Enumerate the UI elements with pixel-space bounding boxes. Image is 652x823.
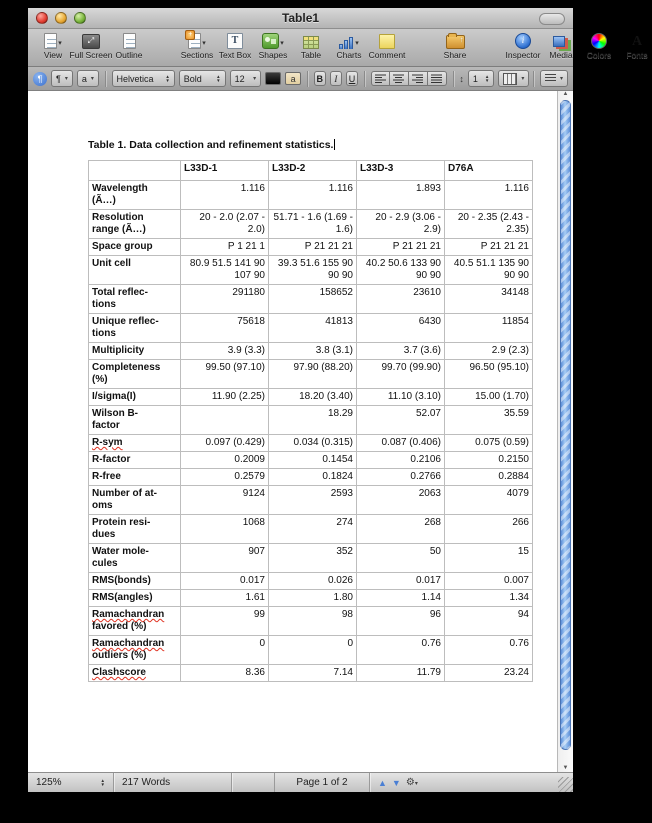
- table-cell[interactable]: 268: [357, 515, 445, 544]
- divider: [105, 71, 106, 87]
- view-button[interactable]: ▾ View: [38, 31, 68, 60]
- table-cell[interactable]: 3.7 (3.6): [357, 343, 445, 360]
- table-cell[interactable]: 0.2579: [181, 469, 269, 486]
- table-cell[interactable]: 99: [181, 607, 269, 636]
- content-area: [28, 91, 573, 772]
- line-spacing-field[interactable]: 1 ▲ ▼: [468, 70, 494, 87]
- format-bar: [28, 67, 573, 91]
- scroll-up-arrow-icon[interactable]: ▲: [562, 91, 569, 97]
- align-justify-button[interactable]: [428, 71, 447, 86]
- table-row: [89, 389, 533, 406]
- vertical-scrollbar[interactable]: [557, 91, 573, 772]
- row-label[interactable]: Clashscore: [89, 665, 181, 682]
- table-cell[interactable]: 2.9 (2.3): [445, 343, 533, 360]
- table-cell[interactable]: 41813: [269, 314, 357, 343]
- zoom-stepper[interactable]: ▲ ▼: [100, 777, 105, 787]
- word-count: 217 Words: [114, 773, 232, 792]
- table-cell[interactable]: 11.10 (3.10): [357, 389, 445, 406]
- charts-icon: [339, 36, 354, 49]
- table-cell[interactable]: 266: [445, 515, 533, 544]
- inspector-button[interactable]: i Inspector: [505, 35, 541, 60]
- table-cell[interactable]: 0.2009: [181, 452, 269, 469]
- table-cell[interactable]: 352: [269, 544, 357, 573]
- table-cell[interactable]: 52.07: [357, 406, 445, 435]
- close-window-button[interactable]: [36, 12, 48, 24]
- table-row: [89, 343, 533, 360]
- column-header[interactable]: D76A: [445, 161, 533, 181]
- table-cell[interactable]: 1.116: [269, 181, 357, 210]
- table-row: [89, 486, 533, 515]
- table-cell[interactable]: 0.075 (0.59): [445, 435, 533, 452]
- table-cell[interactable]: 23.24: [445, 665, 533, 682]
- table-cell[interactable]: 15: [445, 544, 533, 573]
- font-family-select[interactable]: Helvetica ▲ ▼: [112, 70, 175, 87]
- colors-button[interactable]: Colors: [584, 31, 614, 60]
- row-label[interactable]: Unique reflec- tions: [89, 314, 181, 343]
- divider: [453, 71, 454, 87]
- column-header[interactable]: L33D-2: [269, 161, 357, 181]
- zoom-window-button[interactable]: [74, 12, 86, 24]
- outline-icon: [123, 33, 136, 49]
- column-header[interactable]: [89, 161, 181, 181]
- text-cursor: [334, 139, 335, 150]
- table-row: [89, 469, 533, 486]
- paragraph-style-dropdown[interactable]: ¶ ▾: [51, 70, 73, 87]
- table-cell[interactable]: 20 - 2.0 (2.07 - 2.0): [181, 210, 269, 239]
- table-cell[interactable]: P 21 21 21: [357, 239, 445, 256]
- table-cell[interactable]: [181, 406, 269, 435]
- toolbar-toggle-pill[interactable]: [539, 13, 565, 25]
- table-header-row: [89, 161, 533, 181]
- next-page-button[interactable]: ▼: [391, 777, 401, 788]
- table-cell[interactable]: 11.90 (2.25): [181, 389, 269, 406]
- table-cell[interactable]: 0.017: [357, 573, 445, 590]
- minimize-window-button[interactable]: [55, 12, 67, 24]
- table-cell[interactable]: 34148: [445, 285, 533, 314]
- zoom-level: 125%: [36, 777, 62, 788]
- text-color-well[interactable]: [265, 72, 281, 85]
- table-cell[interactable]: 0.087 (0.406): [357, 435, 445, 452]
- columns-icon: [503, 73, 517, 85]
- typeface-select[interactable]: Bold ▲ ▼: [179, 70, 226, 87]
- table-cell[interactable]: 0: [181, 636, 269, 665]
- table-cell[interactable]: 0.2150: [445, 452, 533, 469]
- underline-button[interactable]: U: [346, 71, 358, 86]
- table-row: [89, 636, 533, 665]
- share-button[interactable]: ↑ Share: [440, 31, 470, 60]
- table-cell[interactable]: 0.1454: [269, 452, 357, 469]
- table-icon: [303, 36, 319, 49]
- sections-icon: [188, 33, 201, 49]
- table-cell[interactable]: 0.76: [357, 636, 445, 665]
- table-cell[interactable]: 98: [269, 607, 357, 636]
- italic-button[interactable]: I: [330, 71, 342, 86]
- list-icon: [545, 74, 556, 83]
- table-cell[interactable]: 291180: [181, 285, 269, 314]
- row-label[interactable]: I/sigma(I): [89, 389, 181, 406]
- character-style-dropdown[interactable]: a ▾: [77, 70, 99, 87]
- inspector-icon: i: [515, 33, 531, 49]
- alignment-group: [371, 71, 447, 86]
- row-label[interactable]: Completeness (%): [89, 360, 181, 389]
- row-label[interactable]: RMS(angles): [89, 590, 181, 607]
- table-cell[interactable]: 158652: [269, 285, 357, 314]
- table-cell[interactable]: 75618: [181, 314, 269, 343]
- fonts-button[interactable]: A Fonts: [626, 34, 648, 60]
- table-row: [89, 210, 533, 239]
- table-cell[interactable]: 0.2106: [357, 452, 445, 469]
- row-label[interactable]: Multiplicity: [89, 343, 181, 360]
- toolbar: [28, 29, 648, 67]
- table-row: [89, 181, 533, 210]
- align-center-icon: [393, 74, 404, 83]
- comment-icon: [379, 34, 395, 49]
- row-label[interactable]: Wavelength (Ã…): [89, 181, 181, 210]
- row-label[interactable]: Ramachandran favored (%): [89, 607, 181, 636]
- bold-button[interactable]: B: [314, 71, 326, 86]
- divider: [307, 71, 308, 87]
- row-label[interactable]: RMS(bonds): [89, 573, 181, 590]
- sections-button[interactable]: + ▾ Sections: [182, 31, 212, 60]
- window-controls: [36, 12, 86, 24]
- table-cell[interactable]: 274: [269, 515, 357, 544]
- resize-grip[interactable]: [558, 777, 573, 792]
- full-screen-button[interactable]: ⤢ Full Screen: [69, 36, 113, 60]
- table-row: [89, 285, 533, 314]
- table-cell[interactable]: 80.9 51.5 141 90 107 90: [181, 256, 269, 285]
- table-row: [89, 239, 533, 256]
- document-page[interactable]: [28, 91, 557, 772]
- row-label[interactable]: Space group: [89, 239, 181, 256]
- table-cell[interactable]: 96.50 (95.10): [445, 360, 533, 389]
- table-cell[interactable]: 51.71 - 1.6 (1.69 - 1.6): [269, 210, 357, 239]
- table-cell[interactable]: 94: [445, 607, 533, 636]
- table-cell[interactable]: 39.3 51.6 155 90 90 90: [269, 256, 357, 285]
- align-right-icon: [412, 74, 423, 83]
- row-label[interactable]: Water mole- cules: [89, 544, 181, 573]
- table-cell[interactable]: 3.9 (3.3): [181, 343, 269, 360]
- table-cell[interactable]: 907: [181, 544, 269, 573]
- share-icon: [446, 35, 465, 49]
- scroll-down-arrow-icon[interactable]: ▼: [562, 765, 569, 771]
- shapes-button[interactable]: ▾ Shapes: [258, 31, 288, 60]
- row-label[interactable]: Ramachandran outliers (%): [89, 636, 181, 665]
- text-box-icon: T: [227, 33, 243, 49]
- table-cell[interactable]: 20 - 2.9 (3.06 - 2.9): [357, 210, 445, 239]
- table-cell[interactable]: 4079: [445, 486, 533, 515]
- table-cell[interactable]: 3.8 (3.1): [269, 343, 357, 360]
- table-row: [89, 360, 533, 389]
- table-cell[interactable]: 1.80: [269, 590, 357, 607]
- table-caption[interactable]: Table 1. Data collection and refinement statistics.: [88, 139, 334, 151]
- table-cell[interactable]: 99.50 (97.10): [181, 360, 269, 389]
- media-icon: [553, 36, 565, 47]
- gear-menu-button[interactable]: ⚙▾: [405, 777, 418, 788]
- font-size-select[interactable]: 12 ▾: [230, 70, 262, 87]
- row-label[interactable]: Resolution range (Ã…): [89, 210, 181, 239]
- table-cell[interactable]: 0: [269, 636, 357, 665]
- divider: [364, 71, 365, 87]
- table-row: [89, 452, 533, 469]
- table-cell[interactable]: 99.70 (99.90): [357, 360, 445, 389]
- table-cell[interactable]: 97.90 (88.20): [269, 360, 357, 389]
- row-label[interactable]: Unit cell: [89, 256, 181, 285]
- table-row: [89, 314, 533, 343]
- table-cell[interactable]: 0.76: [445, 636, 533, 665]
- table-row: [89, 515, 533, 544]
- table-cell[interactable]: 0.017: [181, 573, 269, 590]
- table-cell[interactable]: 0.026: [269, 573, 357, 590]
- row-label[interactable]: R-sym: [89, 435, 181, 452]
- column-header[interactable]: L33D-3: [357, 161, 445, 181]
- columns-button[interactable]: ▾: [498, 70, 529, 87]
- align-justify-icon: [431, 74, 442, 83]
- table-cell[interactable]: 1.116: [181, 181, 269, 210]
- table-cell[interactable]: 0.2766: [357, 469, 445, 486]
- table-cell[interactable]: 50: [357, 544, 445, 573]
- title-bar[interactable]: [28, 8, 573, 29]
- highlight-color-well[interactable]: a: [285, 72, 301, 85]
- table-row: [89, 665, 533, 682]
- divider: [533, 71, 534, 87]
- text-box-button[interactable]: T Text Box: [218, 35, 252, 60]
- align-right-button[interactable]: [409, 71, 428, 86]
- table-cell[interactable]: 0.034 (0.315): [269, 435, 357, 452]
- table-cell[interactable]: 1.34: [445, 590, 533, 607]
- table-row: [89, 256, 533, 285]
- table-row: [89, 590, 533, 607]
- row-label[interactable]: R-free: [89, 469, 181, 486]
- table-cell[interactable]: 40.5 51.1 135 90 90 90: [445, 256, 533, 285]
- table-cell[interactable]: 35.59: [445, 406, 533, 435]
- table-row: [89, 406, 533, 435]
- scrollbar-thumb[interactable]: [560, 100, 571, 750]
- table-cell[interactable]: P 1 21 1: [181, 239, 269, 256]
- table-cell[interactable]: 0.1824: [269, 469, 357, 486]
- table-cell[interactable]: 1.61: [181, 590, 269, 607]
- table-cell[interactable]: 1.14: [357, 590, 445, 607]
- table-cell[interactable]: 20 - 2.35 (2.43 - 2.35): [445, 210, 533, 239]
- align-left-button[interactable]: [371, 71, 390, 86]
- align-center-button[interactable]: [390, 71, 409, 86]
- zoom-control[interactable]: [28, 773, 114, 792]
- row-label[interactable]: Number of at- oms: [89, 486, 181, 515]
- view-icon: [44, 33, 57, 49]
- row-label[interactable]: Total reflec- tions: [89, 285, 181, 314]
- table-cell[interactable]: 15.00 (1.70): [445, 389, 533, 406]
- row-label[interactable]: R-factor: [89, 452, 181, 469]
- page-indicator: Page 1 of 2: [274, 773, 370, 792]
- table-cell[interactable]: 8.36: [181, 665, 269, 682]
- outline-button[interactable]: Outline: [114, 31, 144, 60]
- table-cell[interactable]: 1.116: [445, 181, 533, 210]
- stats-table: [88, 160, 533, 682]
- table-button[interactable]: Table: [296, 31, 326, 60]
- table-row: [89, 573, 533, 590]
- table-cell[interactable]: 0.097 (0.429): [181, 435, 269, 452]
- shapes-icon: [262, 33, 279, 49]
- comment-button[interactable]: Comment: [372, 31, 402, 60]
- table-row: [89, 607, 533, 636]
- colors-icon: [591, 33, 607, 49]
- paragraph-style-icon[interactable]: ¶: [33, 72, 47, 86]
- table-row: [89, 435, 533, 452]
- table-row: [89, 544, 533, 573]
- table-cell[interactable]: 18.29: [269, 406, 357, 435]
- table-cell[interactable]: 6430: [357, 314, 445, 343]
- row-label[interactable]: Wilson B- factor: [89, 406, 181, 435]
- align-left-icon: [375, 74, 386, 83]
- table-cell[interactable]: 40.2 50.6 133 90 90 90: [357, 256, 445, 285]
- table-cell[interactable]: 96: [357, 607, 445, 636]
- table-cell[interactable]: 11854: [445, 314, 533, 343]
- table-cell[interactable]: 11.79: [357, 665, 445, 682]
- page-navigation: [370, 777, 426, 788]
- table-cell[interactable]: 0.007: [445, 573, 533, 590]
- fonts-icon: A: [631, 34, 643, 49]
- charts-button[interactable]: ▾ Charts: [334, 31, 364, 60]
- media-button[interactable]: Media: [546, 31, 576, 60]
- previous-page-button[interactable]: ▲: [378, 777, 387, 788]
- table-cell[interactable]: P 21 21 21: [445, 239, 533, 256]
- table-cell[interactable]: 2063: [357, 486, 445, 515]
- full-screen-icon: ⤢: [82, 34, 100, 49]
- window-title: Table1: [281, 11, 320, 25]
- table-cell[interactable]: 23610: [357, 285, 445, 314]
- table-cell[interactable]: 9124: [181, 486, 269, 515]
- column-header[interactable]: L33D-1: [181, 161, 269, 181]
- table-cell[interactable]: 0.2884: [445, 469, 533, 486]
- app-window: [28, 8, 648, 792]
- table-cell[interactable]: 1.893: [357, 181, 445, 210]
- list-style-button[interactable]: ▾: [540, 70, 568, 87]
- table-cell[interactable]: 7.14: [269, 665, 357, 682]
- table-cell[interactable]: P 21 21 21: [269, 239, 357, 256]
- table-cell[interactable]: 1068: [181, 515, 269, 544]
- table-cell[interactable]: 18.20 (3.40): [269, 389, 357, 406]
- status-bar: [28, 772, 573, 792]
- row-label[interactable]: Protein resi- dues: [89, 515, 181, 544]
- table-cell[interactable]: 2593: [269, 486, 357, 515]
- line-spacing-icon: ↕: [459, 73, 464, 84]
